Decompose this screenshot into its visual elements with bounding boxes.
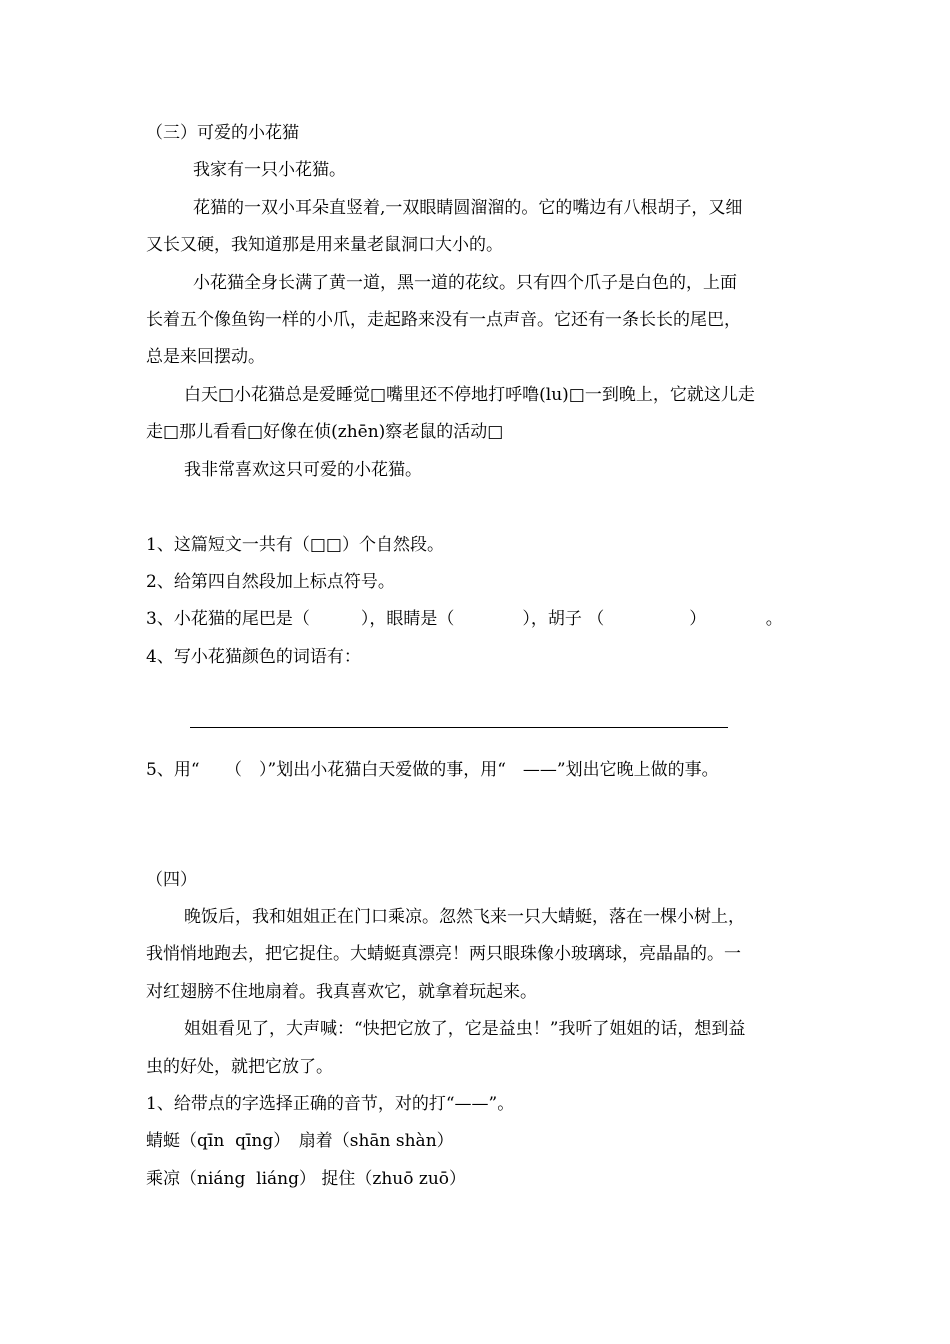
- section3-paragraph-2-line-1: 花猫的一双小耳朵直竖着,一双眼睛圆溜溜的。它的嘴边有八根胡子，又细: [193, 198, 743, 218]
- section3-paragraph-4-line-1: 白天□小花猫总是爱睡觉□嘴里还不停地打呼噜(lu)□一到晚上，它就这儿走: [184, 385, 755, 405]
- section3-question-5: 5、用“ （ ）”划出小花猫白天爱做的事，用“ ——”划出它晚上做的事。: [146, 760, 719, 780]
- section3-paragraph-2-line-2: 又长又硬，我知道那是用来量老鼠洞口大小的。: [146, 235, 503, 255]
- section3-title: （三）可爱的小花猫: [146, 123, 299, 143]
- section3-paragraph-3-line-3: 总是来回摆动。: [146, 347, 265, 367]
- section4-question-1: 1、给带点的字选择正确的音节，对的打“——”。: [146, 1094, 515, 1114]
- section3-paragraph-1: 我家有一只小花猫。: [193, 160, 346, 180]
- section4-title: （四）: [146, 870, 197, 890]
- section4-options-1: 蜻蜓（qīn qīng） 扇着（shān shàn）: [146, 1131, 454, 1151]
- section3-question-2: 2、给第四自然段加上标点符号。: [146, 572, 395, 592]
- section3-question-4: 4、写小花猫颜色的词语有：: [146, 647, 361, 667]
- section3-paragraph-3-line-2: 长着五个像鱼钩一样的小爪，走起路来没有一点声音。它还有一条长长的尾巴，: [146, 310, 741, 330]
- section3-question-3: 3、小花猫的尾巴是（ ），眼睛是（ ），胡子 （ ） 。: [146, 609, 783, 629]
- section4-paragraph-1-line-3: 对红翅膀不住地扇着。我真喜欢它，就拿着玩起来。: [146, 982, 537, 1002]
- section4-paragraph-2-line-2: 虫的好处，就把它放了。: [146, 1057, 333, 1077]
- section3-paragraph-5: 我非常喜欢这只可爱的小花猫。: [184, 460, 422, 480]
- section3-paragraph-3-line-1: 小花猫全身长满了黄一道，黑一道的花纹。只有四个爪子是白色的，上面: [193, 273, 737, 293]
- section4-paragraph-2-line-1: 姐姐看见了，大声喊：“快把它放了，它是益虫！”我听了姐姐的话，想到益: [184, 1019, 746, 1039]
- answer-line: [190, 727, 728, 728]
- section4-paragraph-1-line-1: 晚饭后，我和姐姐正在门口乘凉。忽然飞来一只大蜻蜓，落在一棵小树上，: [184, 907, 745, 927]
- section4-options-2: 乘凉（niáng liáng） 捉住（zhuō zuō）: [146, 1169, 467, 1189]
- section4-paragraph-1-line-2: 我悄悄地跑去，把它捉住。大蜻蜓真漂亮！两只眼珠像小玻璃球，亮晶晶的。一: [146, 944, 741, 964]
- section3-question-1: 1、这篇短文一共有（□□）个自然段。: [146, 535, 444, 555]
- section3-paragraph-4-line-2: 走□那儿看看□好像在侦(zhēn)察老鼠的活动□: [146, 422, 504, 442]
